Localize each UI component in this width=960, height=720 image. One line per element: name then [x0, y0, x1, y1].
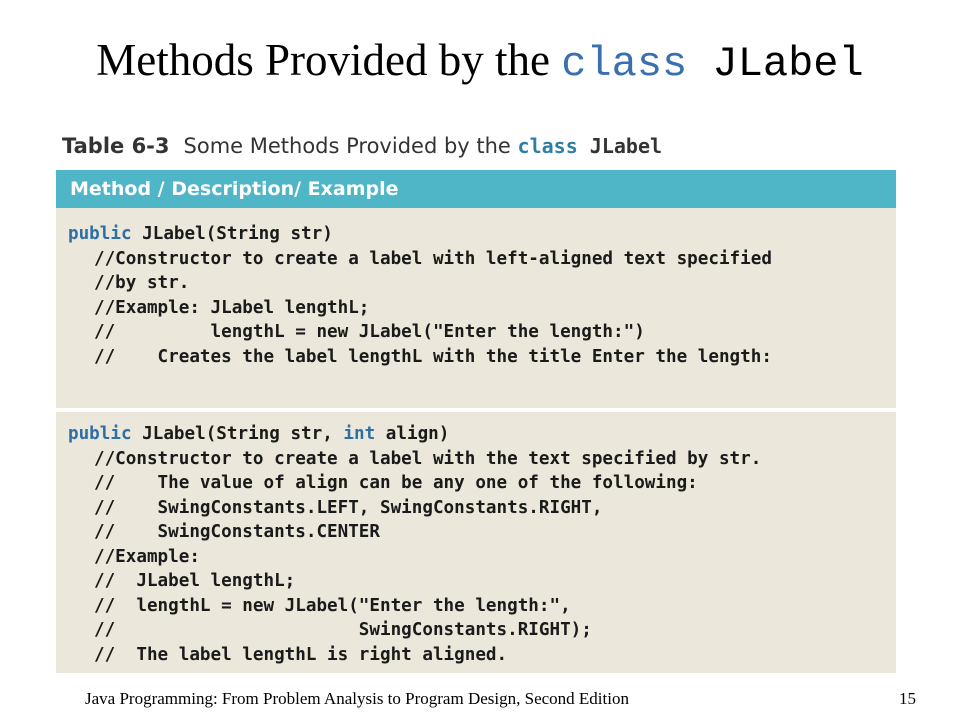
- table-row: [56, 408, 896, 673]
- caption-keyword: class: [517, 134, 578, 158]
- keyword-public: public: [68, 224, 132, 244]
- title-space: [687, 40, 712, 88]
- comment-line: //by str.: [94, 273, 190, 293]
- comment-line: // SwingConstants.LEFT, SwingConstants.RIGHT,: [94, 497, 603, 518]
- table-row: [56, 208, 896, 408]
- comment-line: // SwingConstants.CENTER: [94, 522, 380, 542]
- comment-line: // Creates the label lengthL with the title Enter the length:: [94, 346, 772, 367]
- comment-line: // lengthL = new JLabel("Enter the length:"): [94, 322, 645, 342]
- comment-line: //Constructor to create a label with left-aligned text specified: [94, 248, 772, 269]
- signature-text: JLabel(String str,: [131, 424, 344, 444]
- comment-line: //Example: JLabel lengthL;: [94, 297, 370, 318]
- signature-text-end: align): [375, 424, 450, 444]
- caption-text: Some Methods Provided by the: [183, 134, 518, 158]
- page-number: 15: [899, 689, 916, 708]
- keyword-int: int: [343, 424, 376, 444]
- method-signature: [68, 222, 896, 247]
- methods-table: [56, 170, 896, 673]
- footer-text: Java Programming: From Problem Analysis to Program Design, Second Edition: [85, 689, 629, 708]
- method-signature: [68, 422, 896, 447]
- comment-line: // SwingConstants.RIGHT);: [94, 620, 592, 640]
- table-caption: [62, 132, 662, 160]
- comment-line: //Constructor to create a label with the text specified by str.: [94, 448, 762, 469]
- title-keyword: class: [561, 40, 688, 88]
- comment-line: // lengthL = new JLabel("Enter the length:",: [94, 595, 571, 616]
- comment-line: // The label lengthL is right aligned.: [94, 644, 508, 665]
- comment-line: // JLabel lengthL;: [94, 571, 296, 591]
- comment-line: // The value of align can be any one of the following:: [94, 473, 698, 493]
- slide-title: [0, 30, 960, 94]
- caption-class-name: JLabel: [589, 134, 663, 158]
- keyword-public: public: [68, 424, 132, 444]
- comment-line: //Example:: [94, 546, 200, 567]
- signature-text: JLabel(String str): [131, 224, 333, 244]
- table-number: Table 6-3: [62, 134, 170, 158]
- title-class-name: JLabel: [712, 40, 864, 88]
- title-prefix: Methods Provided by the: [96, 35, 562, 85]
- table-header: Method / Description/ Example: [56, 170, 896, 208]
- caption-space: [578, 134, 590, 158]
